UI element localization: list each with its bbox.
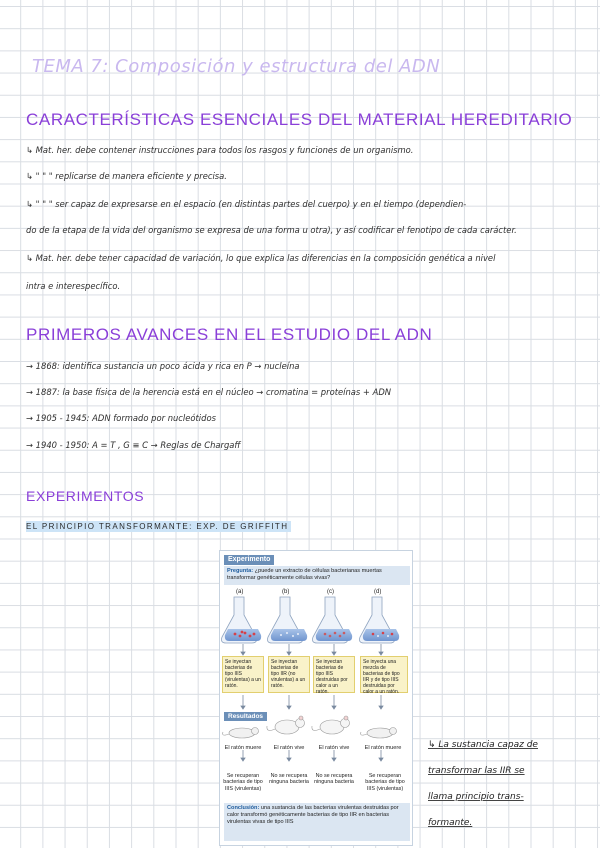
conclusion-label: Conclusión: bbox=[227, 805, 260, 811]
recovery-d: Se recuperan bacterias de tipo IIIS (virulentas) bbox=[365, 773, 405, 792]
column-label-a: (a) bbox=[236, 589, 244, 595]
text-line: do de la etapa de la vida del organismo se expresa de una forma u otra), y así codificar el fenotipo de cada carácter. bbox=[26, 225, 517, 235]
conclusion-text: una sustancia de las bacterias virulentas destruidas por calor transformó genéticamente bacterias de tipo IIR en bacterias virulentas vivas de tipo IIIS bbox=[227, 805, 399, 825]
question-text: ¿puede un extracto de células bacterianas muertas transformar genéticamente células vivas? bbox=[227, 568, 382, 581]
column-label-c: (c) bbox=[327, 589, 334, 595]
question-label: Pregunta: bbox=[227, 568, 254, 574]
griffith-experiment-figure bbox=[219, 550, 413, 846]
injection-box-c: Se inyectan bacterias de tipo IIIS destruidas por calor a un ratón. bbox=[313, 656, 355, 693]
flask-c bbox=[313, 597, 353, 643]
column-label-b: (b) bbox=[282, 589, 290, 595]
page-title: TEMA 7: Composición y estructura del ADN bbox=[32, 56, 441, 77]
section-heading-primeros-avances: PRIMEROS AVANCES EN EL ESTUDIO DEL ADN bbox=[26, 325, 433, 344]
text-line: ↳ Mat. her. debe tener capacidad de variación, lo que explica las diferencias en la composición genética a nivel bbox=[26, 253, 496, 263]
injection-box-d: Se inyecta una mezcla de bacterias de tipo IIR y de tipo IIIS destruidas por calor a un ratón. bbox=[360, 656, 408, 693]
subheading-griffith: EL PRINCIPIO TRANSFORMANTE: EXP. DE GRIFFITH bbox=[26, 521, 291, 532]
injection-box-a: Se inyectan bacterias de tipo IIIS (virulentas) a un ratón. bbox=[222, 656, 264, 693]
section-heading-material-hereditario: CARACTERÍSTICAS ESENCIALES DEL MATERIAL HEREDITARIO bbox=[26, 110, 573, 129]
recovery-a: Se recuperan bacterias de tipo IIIS (virulentas) bbox=[223, 773, 263, 792]
outcome-c: El ratón vive bbox=[318, 745, 350, 751]
results-header: Resultados bbox=[224, 712, 267, 721]
mouse-d-dead bbox=[361, 728, 397, 739]
figure-conclusion bbox=[224, 803, 410, 841]
text-line: ↳ " " " replicarse de manera eficiente y precisa. bbox=[26, 171, 227, 181]
side-note-line: transformar las IIR se bbox=[428, 766, 525, 776]
text-line: intra e interespecífico. bbox=[26, 281, 121, 291]
arrows-to-recovery bbox=[241, 750, 383, 761]
side-note-line: llama principio trans- bbox=[428, 792, 524, 802]
flask-d bbox=[360, 597, 400, 643]
text-line: → 1905 - 1945: ADN formado por nucleótidos bbox=[26, 413, 216, 423]
side-note-line: ↳ La sustancia capaz de bbox=[428, 740, 538, 750]
flask-a bbox=[222, 597, 262, 643]
recovery-c: No se recupera ninguna bacteria bbox=[314, 773, 354, 786]
side-note-line: formante. bbox=[428, 818, 473, 828]
mouse-a-dead bbox=[223, 728, 259, 739]
column-label-d: (d) bbox=[374, 589, 382, 595]
text-line: ↳ " " " ser capaz de expresarse en el espacio (en distintas partes del cuerpo) y en el tiempo (dependien- bbox=[26, 199, 467, 209]
mouse-b-alive bbox=[267, 716, 305, 734]
outcome-a: El ratón muere bbox=[224, 745, 262, 751]
arrows-to-boxes bbox=[241, 644, 383, 655]
recovery-b: No se recupera ninguna bacteria bbox=[269, 773, 309, 786]
flask-b bbox=[268, 597, 308, 643]
text-line: → 1868: identifica sustancia un poco ácida y rica en P → nucleína bbox=[26, 361, 300, 371]
text-line: → 1887: la base física de la herencia está en el núcleo → cromatina = proteínas + ADN bbox=[26, 387, 392, 397]
figure-question bbox=[224, 566, 410, 585]
arrows-to-mice bbox=[241, 695, 383, 709]
text-line: ↳ Mat. her. debe contener instrucciones para todos los rasgos y funciones de un organismo. bbox=[26, 145, 414, 155]
injection-box-b: Se inyectan bacterias de tipo IIR (no virulentas) a un ratón. bbox=[268, 656, 310, 693]
text-line: → 1940 - 1950: A = T , G ≡ C → Reglas de Chargaff bbox=[26, 440, 241, 450]
outcome-d: El ratón muere bbox=[364, 745, 402, 751]
outcome-b: El ratón vive bbox=[273, 745, 305, 751]
mouse-c-alive bbox=[312, 716, 350, 734]
figure-header: Experimento bbox=[224, 555, 274, 565]
section-heading-experimentos: EXPERIMENTOS bbox=[26, 488, 145, 504]
side-note bbox=[428, 732, 538, 836]
